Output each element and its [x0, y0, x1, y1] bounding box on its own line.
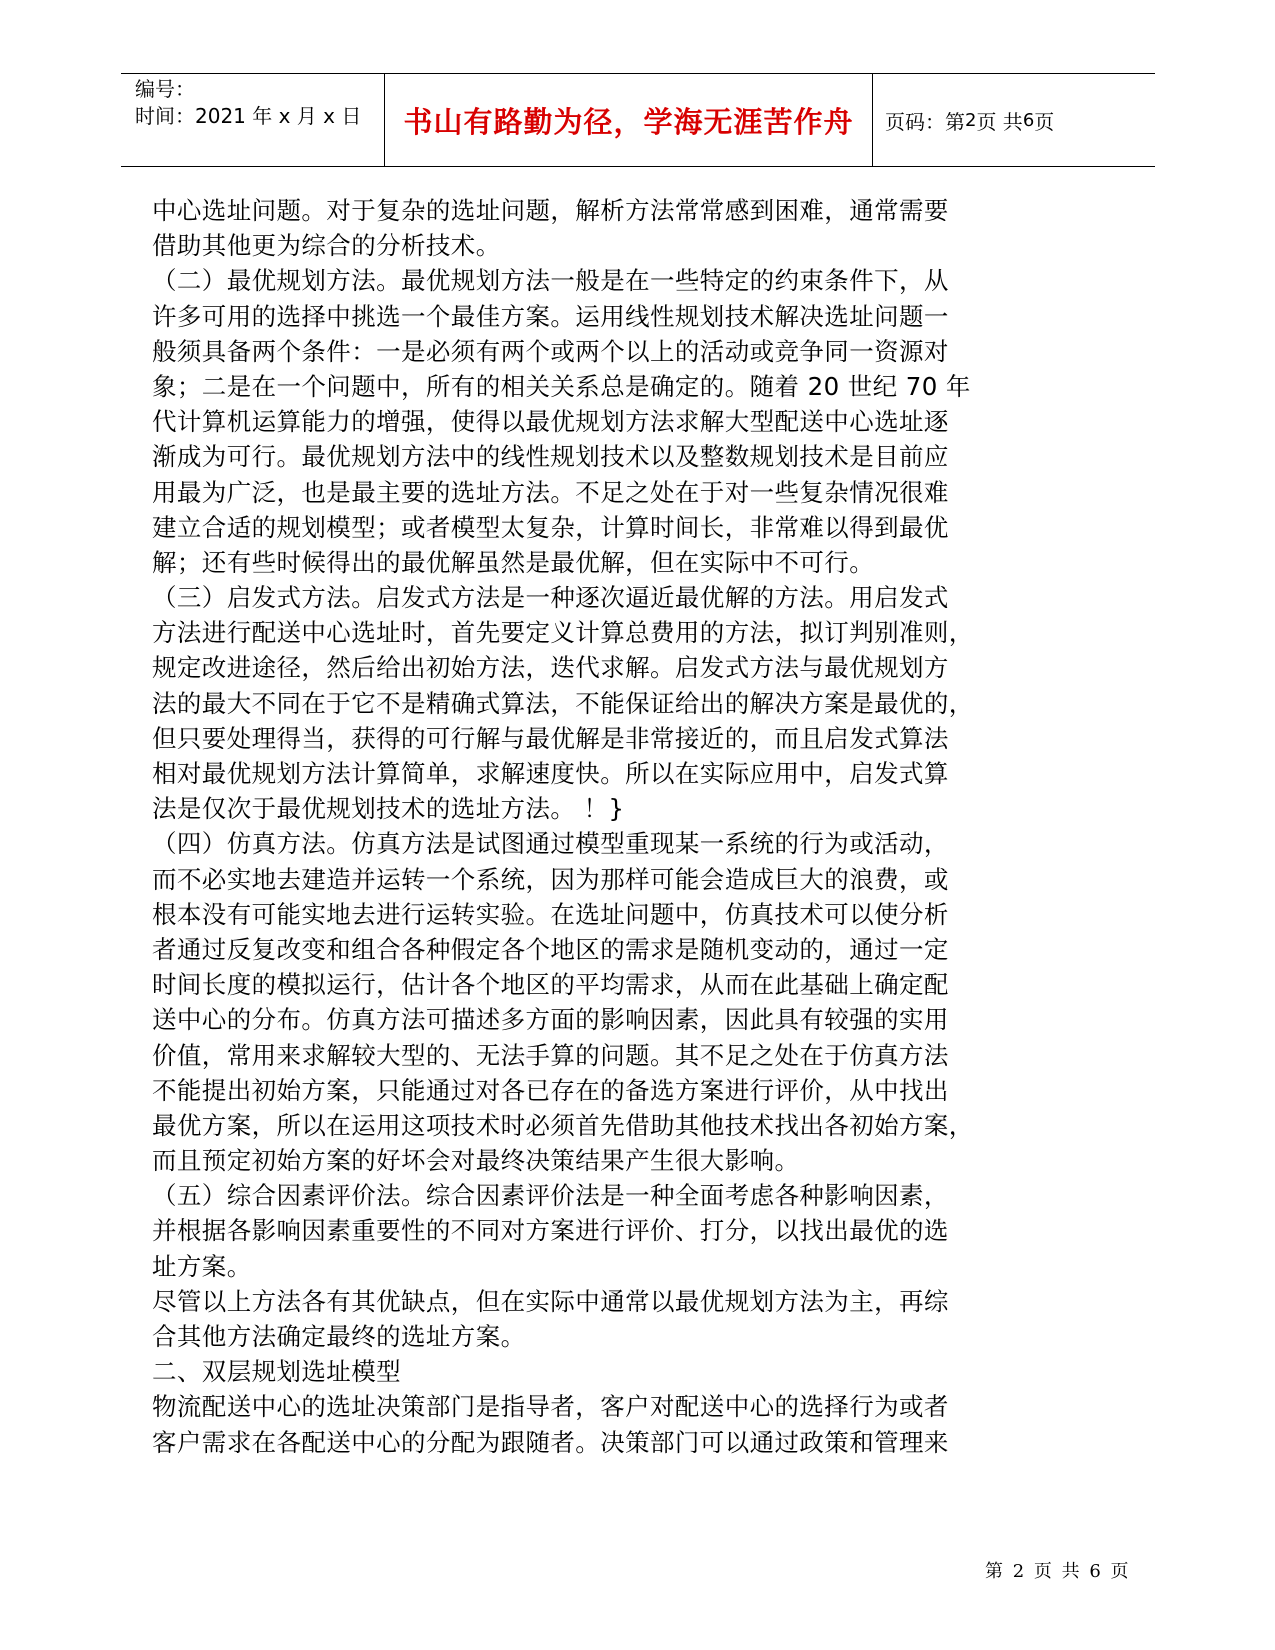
body-line: 址方案。 [152, 1251, 252, 1281]
body-line: 用最为广泛，也是最主要的选址方法。不足之处在于对一些复杂情况很难 [152, 477, 949, 507]
body-line: 但只要处理得当，获得的可行解与最优解是非常接近的，而且启发式算法 [152, 723, 949, 753]
body-line: 二、双层规划选址模型 [152, 1357, 401, 1387]
body-line: 建立合适的规划模型；或者模型太复杂，计算时间长，非常难以得到最优 [152, 512, 949, 542]
header-motto: 书山有路勤为径，学海无涯苦作舟 [385, 74, 873, 166]
body-line: 方法进行配送中心选址时，首先要定义计算总费用的方法，拟订判别准则， [152, 618, 974, 648]
body-line: 中心选址问题。对于复杂的选址问题，解析方法常常感到困难，通常需要 [152, 196, 949, 225]
body-line: 物流配送中心的选址决策部门是指导者，客户对配送中心的选择行为或者 [152, 1392, 949, 1422]
body-line: 最优方案，所以在运用这项技术时必须首先借助其他技术找出各初始方案， [152, 1110, 974, 1140]
body-line: 法的最大不同在于它不是精确式算法，不能保证给出的解决方案是最优的， [152, 688, 974, 718]
body-line: 象；二是在一个问题中，所有的相关关系总是确定的。随着 20 世纪 70 年 [152, 371, 971, 401]
document-number-label: 编号： [135, 77, 195, 101]
body-line: 客户需求在各配送中心的分配为跟随者。决策部门可以通过政策和管理来 [152, 1427, 949, 1457]
body-line: 渐成为可行。最优规划方法中的线性规划技术以及整数规划技术是目前应 [152, 442, 949, 472]
page-footer: 第 2 页 共 6 页 [985, 1561, 1131, 1582]
body-line: 代计算机运算能力的增强，使得以最优规划方法求解大型配送中心选址逐 [152, 407, 949, 437]
page-suffix: 页 [1034, 109, 1055, 134]
body-line: （五）综合因素评价法。综合因素评价法是一种全面考虑各种影响因素， [152, 1181, 949, 1211]
body-line: 而且预定初始方案的好坏会对最终决策结果产生很大影响。 [152, 1146, 800, 1176]
body-line: 尽管以上方法各有其优缺点，但在实际中通常以最优规划方法为主，再综 [152, 1286, 949, 1316]
body-line: 解；还有些时候得出的最优解虽然是最优解，但在实际中不可行。 [152, 547, 875, 577]
header-page-indicator [873, 74, 1155, 166]
body-line: （二）最优规划方法。最优规划方法一般是在一些特定的约束条件下，从 [152, 266, 949, 296]
body-line: 时间长度的模拟运行，估计各个地区的平均需求，从而在此基础上确定配 [152, 970, 949, 1000]
body-line: 许多可用的选择中挑选一个最佳方案。运用线性规划技术解决选址问题一 [152, 301, 949, 331]
body-line: 相对最优规划方法计算简单，求解速度快。所以在实际应用中，启发式算 [152, 759, 949, 788]
body-line: 并根据各影响因素重要性的不同对方案进行评价、打分，以找出最优的选 [152, 1216, 949, 1246]
body-line: 不能提出初始方案，只能通过对各已存在的备选方案进行评价，从中找出 [152, 1075, 949, 1105]
page-total: 6 [1022, 109, 1035, 131]
header-meta [121, 74, 385, 166]
page-header [121, 73, 1155, 167]
body-line: 根本没有可能实地去进行运转实验。在选址问题中，仿真技术可以使分析 [152, 899, 949, 929]
body-line: 而不必实地去建造并运转一个系统，因为那样可能会造成巨大的浪费，或 [152, 864, 949, 894]
body-line: （四）仿真方法。仿真方法是试图通过模型重现某一系统的行为或活动， [152, 829, 949, 859]
page-number: 2 [965, 109, 977, 131]
document-time-label: 时间：2021 年 x 月 x 日 [135, 104, 362, 128]
body-line: 送中心的分布。仿真方法可描述多方面的影响因素，因此具有较强的实用 [152, 1005, 949, 1035]
body-line: 合其他方法确定最终的选址方案。 [152, 1322, 526, 1351]
document-body [152, 193, 974, 1460]
body-line: 者通过反复改变和组合各种假定各个地区的需求是随机变动的，通过一定 [152, 934, 949, 964]
body-line: 借助其他更为综合的分析技术。 [152, 231, 501, 261]
page-prefix: 页码：第 [885, 109, 965, 134]
body-line: 价值，常用来求解较大型的、无法手算的问题。其不足之处在于仿真方法 [152, 1040, 949, 1070]
body-line: 法是仅次于最优规划技术的选址方法。 ！} [152, 794, 625, 824]
body-line: 规定改进途径，然后给出初始方法，迭代求解。启发式方法与最优规划方 [152, 653, 949, 683]
page-mid: 页 共 [976, 109, 1023, 134]
body-line: 般须具备两个条件：一是必须有两个或两个以上的活动或竞争同一资源对 [152, 336, 949, 366]
body-line: （三）启发式方法。启发式方法是一种逐次逼近最优解的方法。用启发式 [152, 583, 949, 613]
